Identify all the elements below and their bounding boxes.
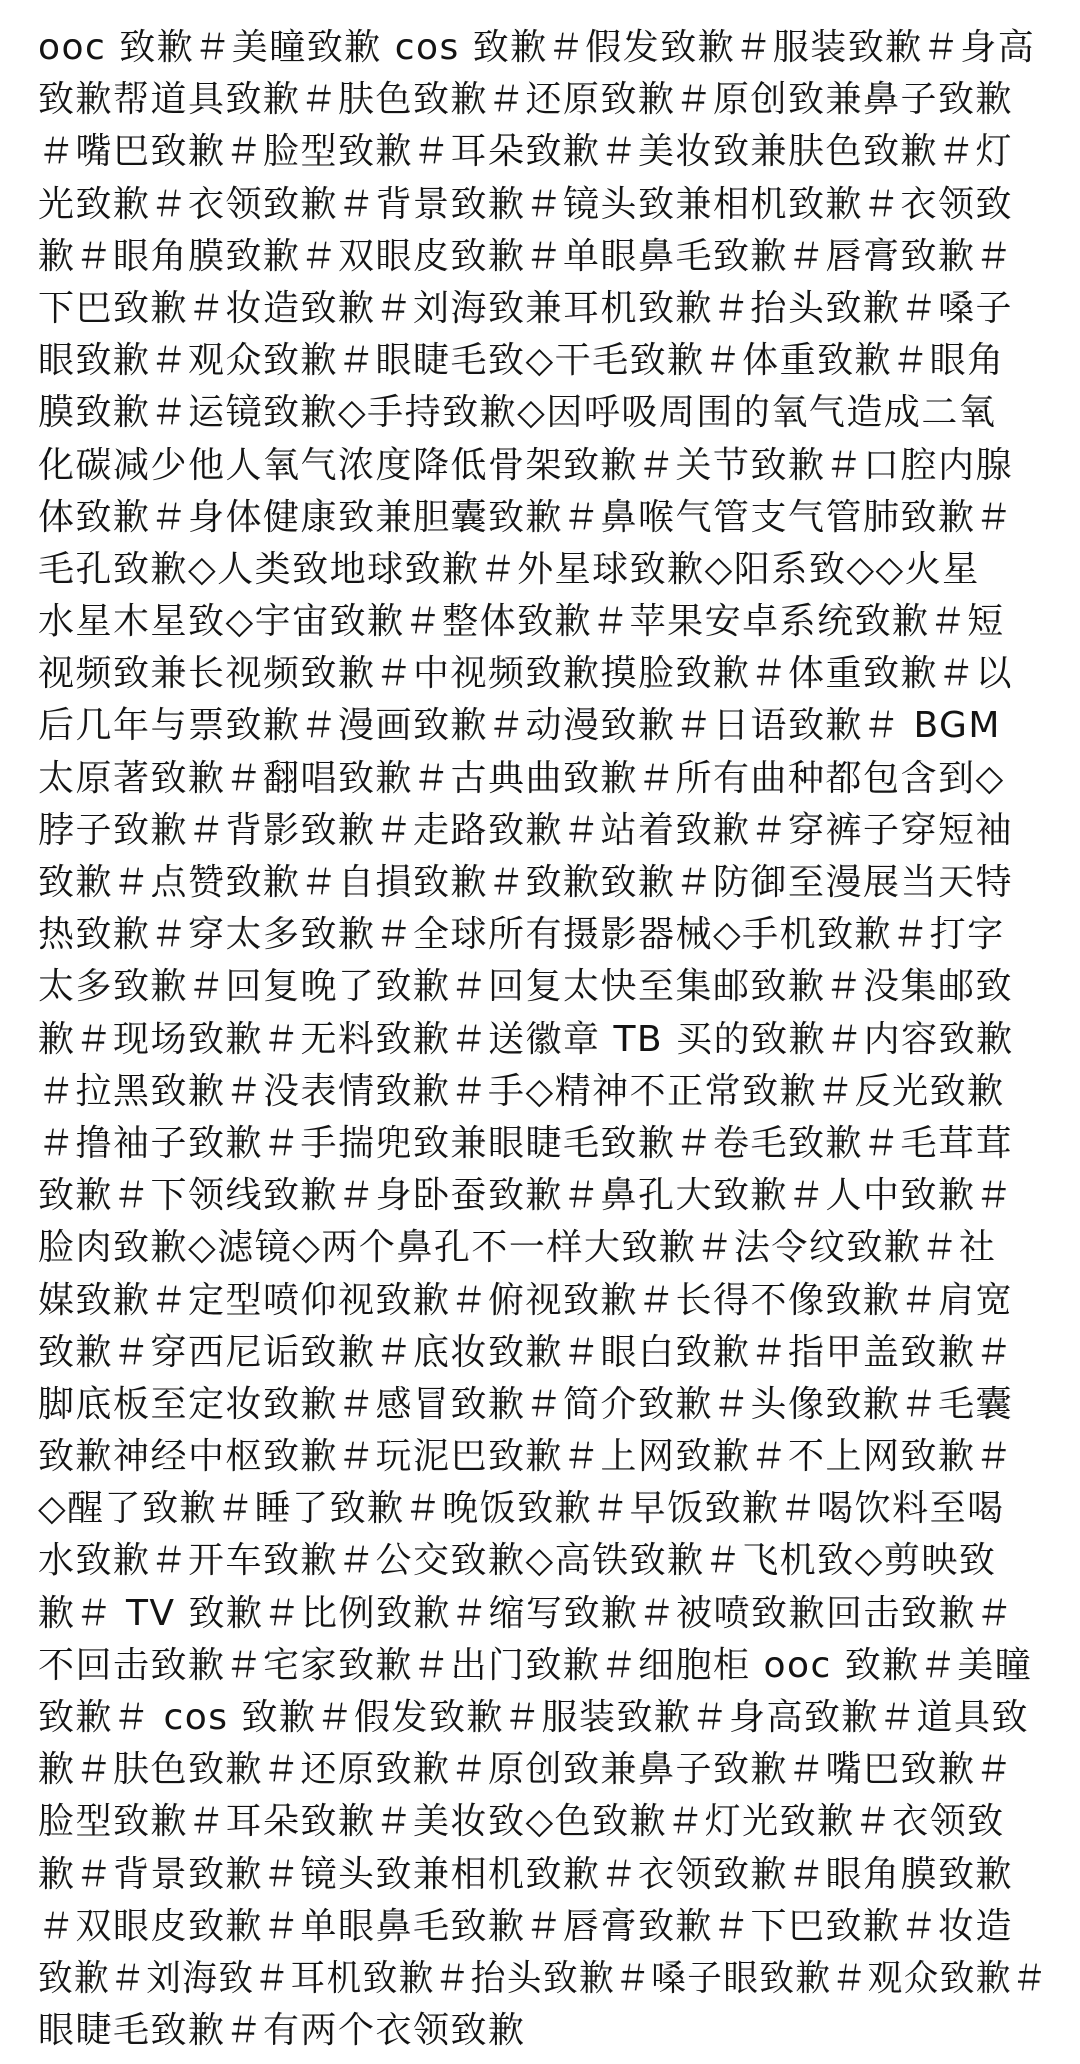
text-line-32: 不回击致歉＃宅家致歉＃出门致歉＃细胞柜 ooc 致歉＃美瞳 bbox=[38, 1644, 1033, 1686]
text-line-11: 毛孔致歉◇人类致地球致歉＃外星球致歉◇阳系致◇◇火星 bbox=[38, 548, 980, 590]
text-line-37: ＃双眼皮致歉＃单眼鼻毛致歉＃唇膏致歉＃下巴致歉＃妆造 bbox=[38, 1905, 1014, 1947]
text-line-13: 视频致兼长视频致歉＃中视频致歉摸脸致歉＃体重致歉＃以 bbox=[38, 653, 1014, 695]
text-line-35: 脸型致歉＃耳朵致歉＃美妆致◇色致歉＃灯光致歉＃衣领致 bbox=[38, 1801, 1005, 1843]
text-line-31: 歉＃ TV 致歉＃比例致歉＃缩写致歉＃被喷致歉回击致歉＃ bbox=[38, 1592, 1014, 1634]
text-line-2: 致歉帮道具致歉＃肤色致歉＃还原致歉＃原创致兼鼻子致歉 bbox=[38, 79, 1014, 121]
text-line-27: 脚底板至定妆致歉＃感冒致歉＃简介致歉＃头像致歉＃毛囊 bbox=[38, 1383, 1014, 1425]
text-line-8: 膜致歉＃运镜致歉◇手持致歉◇因呼吸周围的氧气造成二氧 bbox=[38, 392, 997, 434]
text-line-39: 眼睫毛致歉＃有两个衣领致歉 bbox=[38, 2010, 526, 2052]
text-line-9: 化碳减少他人氧气浓度降低骨架致歉＃关节致歉＃口腔内腺 bbox=[38, 444, 1014, 486]
text-line-16: 脖子致歉＃背影致歉＃走路致歉＃站着致歉＃穿裤子穿短袖 bbox=[38, 809, 1014, 851]
text-line-24: 脸肉致歉◇滤镜◇两个鼻孔不一样大致歉＃法令纹致歉＃社 bbox=[38, 1227, 997, 1269]
text-line-30: 水致歉＃开车致歉＃公交致歉◇高铁致歉＃飞机致◇剪映致 bbox=[38, 1540, 997, 1582]
text-line-22: ＃撸袖子致歉＃手揣兜致兼眼睫毛致歉＃卷毛致歉＃毛茸茸 bbox=[38, 1122, 1014, 1164]
text-line-36: 歉＃背景致歉＃镜头致兼相机致歉＃衣领致歉＃眼角膜致歉 bbox=[38, 1853, 1014, 1895]
text-line-12: 水星木星致◇宇宙致歉＃整体致歉＃苹果安卓系统致歉＃短 bbox=[38, 601, 1005, 643]
text-line-7: 眼致歉＃观众致歉＃眼睫毛致◇干毛致歉＃体重致歉＃眼角 bbox=[38, 340, 1005, 382]
text-line-4: 光致歉＃衣领致歉＃背景致歉＃镜头致兼相机致歉＃衣领致 bbox=[38, 183, 1014, 225]
text-line-10: 体致歉＃身体健康致兼胆囊致歉＃鼻喉气管支气管肺致歉＃ bbox=[38, 496, 1014, 538]
text-line-26: 致歉＃穿西尼诟致歉＃底妆致歉＃眼白致歉＃指甲盖致歉＃ bbox=[38, 1331, 1014, 1373]
text-line-29: ◇醒了致歉＃睡了致歉＃晚饭致歉＃早饭致歉＃喝饮料至喝 bbox=[38, 1488, 1005, 1530]
text-line-18: 热致歉＃穿太多致歉＃全球所有摄影器械◇手机致歉＃打字 bbox=[38, 914, 1005, 956]
text-line-38: 致歉＃刘海致＃耳机致歉＃抬头致歉＃嗓子眼致歉＃观众致歉＃ bbox=[38, 1957, 1049, 1999]
text-line-20: 歉＃现场致歉＃无料致歉＃送徽章 TB 买的致歉＃内容致歉 bbox=[38, 1018, 1014, 1060]
text-line-23: 致歉＃下领线致歉＃身卧蚕致歉＃鼻孔大致歉＃人中致歉＃ bbox=[38, 1175, 1014, 1217]
text-line-28: 致歉神经中枢致歉＃玩泥巴致歉＃上网致歉＃不上网致歉＃ bbox=[38, 1436, 1014, 1478]
text-line-33: 致歉＃ cos 致歉＃假发致歉＃服装致歉＃身高致歉＃道具致 bbox=[38, 1697, 1029, 1738]
text-line-21: ＃拉黑致歉＃没表情致歉＃手◇精神不正常致歉＃反光致歉 bbox=[38, 1070, 1005, 1112]
handwritten-text-block bbox=[38, 22, 1048, 2057]
text-line-3: ＃嘴巴致歉＃脸型致歉＃耳朵致歉＃美妆致兼肤色致歉＃灯 bbox=[38, 131, 1014, 173]
text-line-5: 歉＃眼角膜致歉＃双眼皮致歉＃单眼鼻毛致歉＃唇膏致歉＃ bbox=[38, 235, 1014, 277]
text-line-1: ooc 致歉＃美瞳致歉 cos 致歉＃假发致歉＃服装致歉＃身高 bbox=[38, 27, 1036, 68]
text-line-17: 致歉＃点赞致歉＃自損致歉＃致歉致歉＃防御至漫展当天特 bbox=[38, 862, 1014, 903]
text-line-19: 太多致歉＃回复晚了致歉＃回复太快至集邮致歉＃没集邮致 bbox=[38, 966, 1014, 1008]
text-line-34: 歉＃肤色致歉＃还原致歉＃原创致兼鼻子致歉＃嘴巴致歉＃ bbox=[38, 1749, 1014, 1791]
text-line-25: 媒致歉＃定型喷仰视致歉＃俯视致歉＃长得不像致歉＃肩宽 bbox=[38, 1279, 1014, 1321]
text-line-6: 下巴致歉＃妆造致歉＃刘海致兼耳机致歉＃抬头致歉＃嗓子 bbox=[38, 287, 1014, 329]
text-line-15: 太原著致歉＃翻唱致歉＃古典曲致歉＃所有曲种都包含到◇ bbox=[38, 757, 1005, 799]
text-line-14: 后几年与票致歉＃漫画致歉＃动漫致歉＃日语致歉＃ BGM bbox=[38, 705, 1001, 747]
